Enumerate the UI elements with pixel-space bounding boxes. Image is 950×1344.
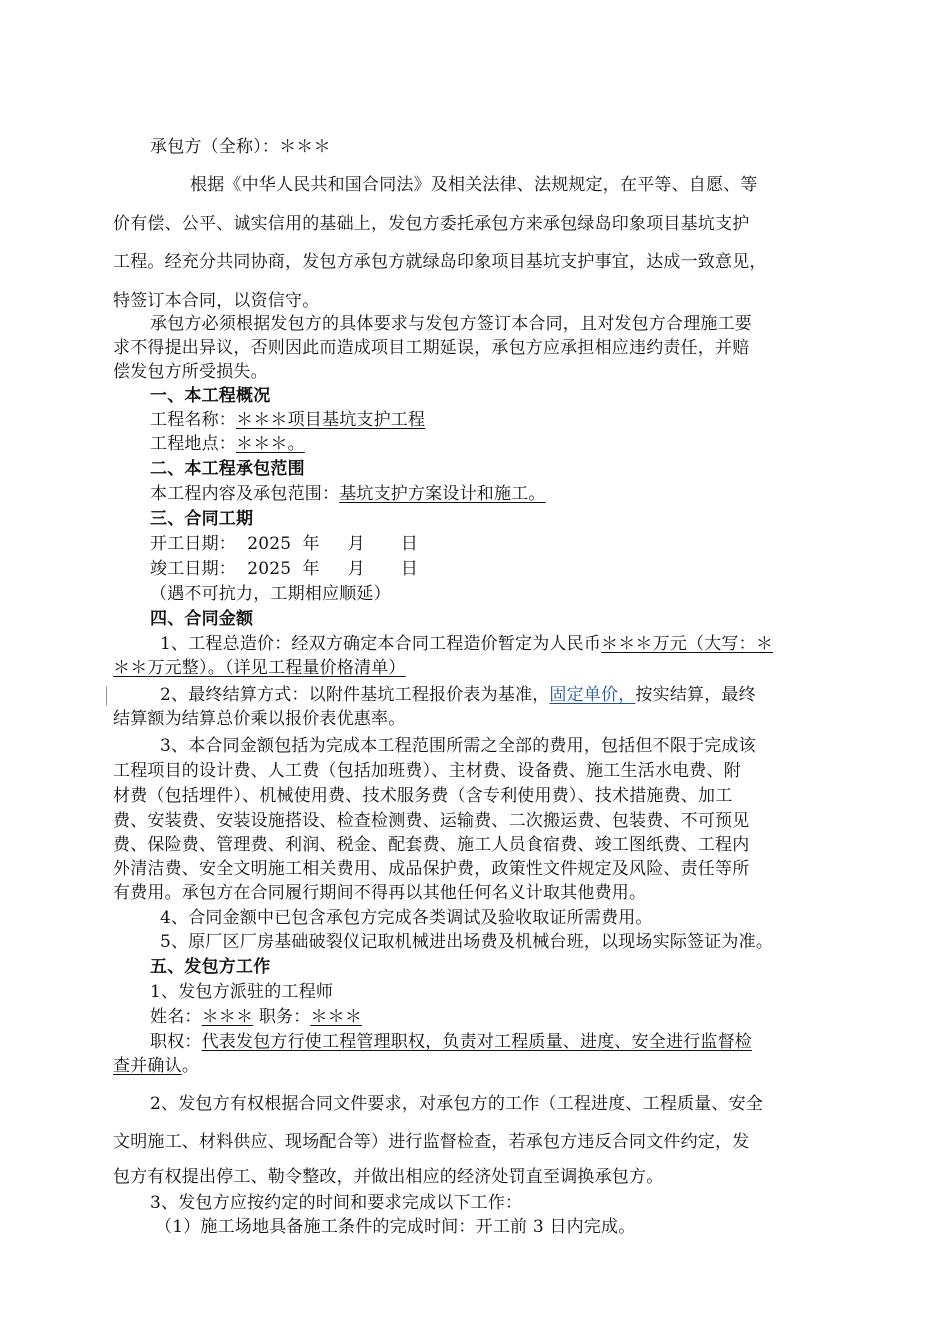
preamble-line-2: 价有偿、公平、诚实信用的基础上，发包方委托承包方来承包绿岛印象项目基坑支护 [113,214,750,234]
authority-line-1 [150,1031,752,1053]
cost-line-7: 有费用。承包方在合同履行期间不得再以其他任何名义计取其他费用。 [113,883,647,903]
end-date-day-unit: 日 [400,559,419,579]
project-name-label: 工程名称： [150,410,236,430]
end-date-label: 竣工日期： [150,559,236,579]
obligation-line-1: 承包方必须根据发包方的具体要求与发包方签订本合同，且对发包方合理施工要 [150,314,752,334]
force-majeure-note: （遇不可抗力，工期相应顺延） [150,584,391,604]
start-date-line [150,533,418,555]
preamble-line-1: 根据《中华人民共和国合同法》及相关法律、法规规定，在平等、自愿、等 [190,175,758,195]
amount-label: 1、工程总造价：经双方确定本合同工程造价暂定为人民币 [160,634,602,654]
scope-label: 本工程内容及承包范围： [150,484,340,504]
settlement-line-2: 结算额为结算总价乘以报价表优惠率。 [113,709,406,729]
contractor-name-line [150,136,331,158]
section-heading-2: 二、本工程承包范围 [150,459,305,479]
supervision-line-2: 文明施工、材料供应、现场配合等）进行监督检查，若承包方违反合同文件约定，发 [113,1132,750,1152]
cost-line-3: 材费（包括埋件）、机械使用费、技术服务费（含专利使用费）、技术措施费、加工 [113,786,733,806]
cost-line-1: 3、本合同金额包括为完成本工程范围所需之全部的费用，包括但不限于完成该 [160,736,756,756]
project-location-value: ＊＊＊。 [236,434,305,454]
settlement-label: 2、最终结算方式：以附件基坑工程报价表为基准， [160,685,550,705]
obligation-line-2: 求不得提出异议，否则因此而造成项目工期延误，承包方应承担相应违约责任，并赔 [113,338,750,358]
scope-line [150,483,546,505]
start-date-month-unit: 月 [347,534,365,554]
start-date-label: 开工日期： [150,534,236,554]
authority-value: 代表发包方行使工程管理职权，负责对工程质量、进度、安全进行监督检 [201,1032,753,1052]
authority-line-2 [113,1055,199,1077]
duties-line: 3、发包方应按约定的时间和要求完成以下工作： [150,1193,523,1213]
section-heading-1: 一、本工程概况 [150,386,271,406]
authority-label: 职权： [150,1032,202,1052]
supervision-line-1: 2、发包方有权根据合同文件要求，对承包方的工作（工程进度、工程质量、安全 [150,1094,764,1114]
preamble-line-3: 工程。经充分共同协商，发包方承包方就绿岛印象项目基坑支护事宜，达成一致意见， [113,252,767,272]
section-heading-4: 四、合同金额 [150,609,254,629]
end-date-line [150,558,418,580]
preamble-line-4: 特签订本合同，以资信守。 [113,291,320,311]
start-date-year-unit: 年 [302,534,320,554]
start-date-year: 2025 [247,534,292,554]
cost-line-4: 费、安装费、安装设施搭设、检查检测费、运输费、二次搬运费、包装费、不可预见 [113,811,750,831]
project-location-line [150,433,305,455]
engineer-name-label: 姓名： [150,1007,202,1027]
settlement-line-1 [160,684,756,706]
authority-value-cont: 查并确认 [113,1056,182,1076]
scope-value: 基坑支护方案设计和施工。 [339,484,546,504]
site-readiness-line: （1）施工场地具备施工条件的完成时间：开工前 3 日内完成。 [155,1217,636,1237]
cost-line-5: 费、保险费、管理费、利润、税金、配套费、施工人员食宿费、竣工图纸费、工程内 [113,835,750,855]
section-heading-5: 五、发包方工作 [150,957,271,977]
supervision-line-3: 包方有权提出停工、勒令整改，并做出相应的经济处罚直至调换承包方。 [113,1167,664,1187]
project-name-value: ＊＊＊项目基坑支护工程 [236,410,426,430]
end-date-year-unit: 年 [302,559,320,579]
revision-marker [106,686,107,706]
end-date-year: 2025 [247,559,292,579]
engineer-line: 1、发包方派驻的工程师 [150,982,334,1002]
commissioning-line: 4、合同金额中已包含承包方完成各类调试及验收取证所需费用。 [160,908,653,928]
project-name-line [150,409,425,431]
end-date-month-unit: 月 [347,559,365,579]
engineer-name-line [150,1006,362,1028]
machinery-line: 5、原厂区厂房基础破裂仪记取机械进出场费及机械台班，以现场实际签证为准。 [160,932,774,952]
fixed-unit-price-link[interactable]: 固定单价， [549,685,636,705]
settlement-rest: 按实结算，最终 [635,685,756,705]
cost-line-2: 工程项目的设计费、人工费（包括加班费）、主材费、设备费、施工生活水电费、附 [113,761,741,781]
section-heading-3: 三、合同工期 [150,509,254,529]
engineer-title-label: 职务： [258,1007,311,1027]
amount-value: ＊＊＊万元（大写：＊ [601,634,774,654]
amount-line-2: ＊＊万元整）。（详见工程量价格清单） [113,658,406,678]
obligation-line-3: 偿发包方所受损失。 [113,362,268,382]
engineer-name-value: ＊＊＊ [201,1007,254,1027]
amount-line-1 [160,633,773,655]
project-location-label: 工程地点： [150,434,236,454]
engineer-title-value: ＊＊＊ [310,1007,363,1027]
cost-line-6: 外清洁费、安全文明施工相关费用、成品保护费，政策性文件规定及风险、责任等所 [113,859,750,879]
contractor-name-text: 承包方（全称）：＊＊＊ [150,137,331,157]
start-date-day-unit: 日 [400,534,419,554]
authority-period: 。 [181,1056,200,1076]
